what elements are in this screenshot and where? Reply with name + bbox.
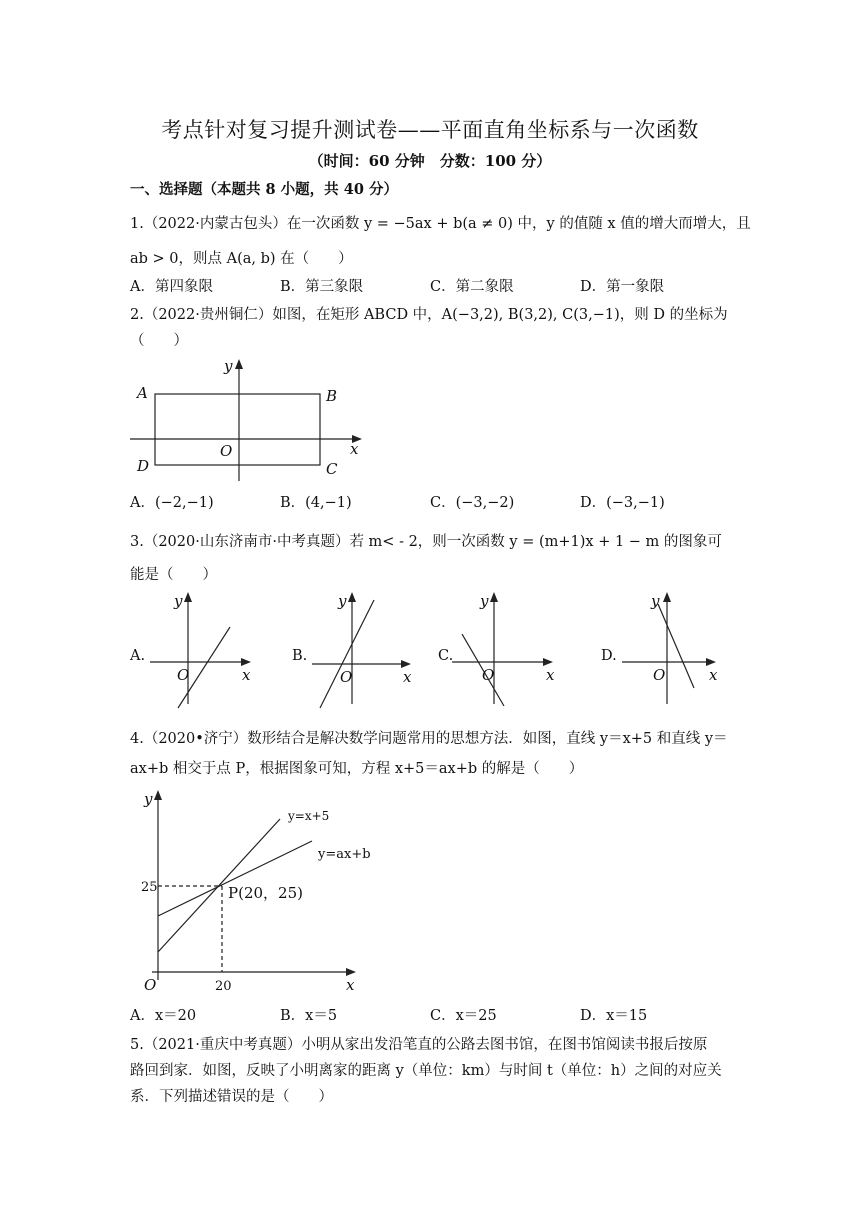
label-b: B [326,387,338,405]
q3-option-d: D. [601,648,617,664]
q5-stem-line2: 路回到家．如图，反映了小明离家的距离 y（单位：km）与时间 t（单位：h）之间的对应关 [130,1063,722,1079]
label-line-x-plus-5: y=x+5 [288,809,330,823]
q3-graph-d [622,592,732,712]
label-c: C [326,460,338,478]
label-line-ax-plus-b: y=ax+b [318,847,371,862]
q2-option-d: D．(−3,−1) [580,495,665,511]
q4-option-b: B．x＝5 [280,1008,338,1024]
q2-stem-line2: （ ） [130,333,188,349]
q3-option-c: C. [438,648,454,664]
q4-line-graph [128,780,371,1000]
axis-y-label: y [480,592,489,610]
q2-stem-line1: 2.（2022·贵州铜仁）如图，在矩形 ABCD 中，A(−3,2), B(3,2), C(3,−1)，则 D 的坐标为 [130,307,728,323]
tick-label-20: 20 [215,979,232,994]
label-point-p: P(20，25) [228,884,303,902]
q1-option-c: C．第二象限 [430,279,514,295]
axis-x-label: x [242,666,251,684]
label-d: D [137,457,150,475]
q3-graph-c [452,592,562,712]
label-x: x [350,440,359,458]
q3-stem-line1: 3.（2020·山东济南市·中考真题）若 m< - 2，则一次函数 y = (m+1)x + 1 − m 的图象可 [130,534,722,550]
q1-stem-line2: ab > 0，则点 A(a, b) 在（ ） [130,251,353,267]
axis-y-label: y [651,592,660,610]
q1-stem-line1: 1.（2022·内蒙古包头）在一次函数 y = −5ax + b(a ≠ 0) 中，y 的值随 x 值的增大而增大，且 [130,216,751,232]
tick-label-25: 25 [141,880,158,895]
q4-stem-line2: ax+b 相交于点 P，根据图象可知，方程 x+5＝ax+b 的解是（ ） [130,761,584,777]
label-origin: O [220,442,233,460]
q2-rectangle-figure [128,355,368,485]
axis-x-label: x [709,666,718,684]
q1-option-b: B．第三象限 [280,279,364,295]
origin-label: O [177,666,190,684]
q4-stem-line1: 4.（2020•济宁）数形结合是解决数学问题常用的思想方法．如图，直线 y＝x+5 和直线 y＝ [130,731,728,747]
line-ax-plus-b [158,841,312,916]
origin-label: O [340,668,353,686]
exam-info: （时间：60 分钟 分数：100 分） [308,152,552,170]
section-heading: 一、选择题（本题共 8 小题，共 40 分） [130,181,398,198]
q2-option-a: A．(−2,−1) [130,495,214,511]
label-a: A [137,384,148,402]
q3-stem-line2: 能是（ ） [130,567,217,583]
q3-option-a: A. [130,648,146,664]
axis-label-origin: O [144,976,157,994]
axis-x-label: x [546,666,555,684]
q3-graph-b [312,592,422,712]
q2-option-b: B．(4,−1) [280,495,352,511]
q2-option-c: C．(−3,−2) [430,495,515,511]
page-title: 考点针对复习提升测试卷——平面直角坐标系与一次函数 [161,118,699,142]
axis-y-label: y [338,592,347,610]
y-axis-arrow [235,359,243,369]
q4-option-a: A．x＝20 [130,1008,197,1024]
label-y: y [224,357,233,375]
axis-label-y: y [144,790,153,808]
q4-option-d: D．x＝15 [580,1008,648,1024]
origin-label: O [653,666,666,684]
axis-y-label: y [174,592,183,610]
origin-label: O [482,666,495,684]
q4-option-c: C．x＝25 [430,1008,497,1024]
axis-label-x: x [346,976,355,994]
axis-x-label: x [403,668,412,686]
q5-stem-line1: 5.（2021·重庆中考真题）小明从家出发沿笔直的公路去图书馆，在图书馆阅读书报后按原 [130,1037,708,1053]
q1-option-a: A．第四象限 [130,279,213,295]
rectangle-abcd [155,394,320,465]
q3-option-b: B. [292,648,308,664]
q1-option-d: D．第一象限 [580,279,665,295]
graph-line [320,600,374,708]
q3-graph-a [150,592,260,712]
q5-stem-line3: 系．下列描述错误的是（ ） [130,1089,333,1105]
